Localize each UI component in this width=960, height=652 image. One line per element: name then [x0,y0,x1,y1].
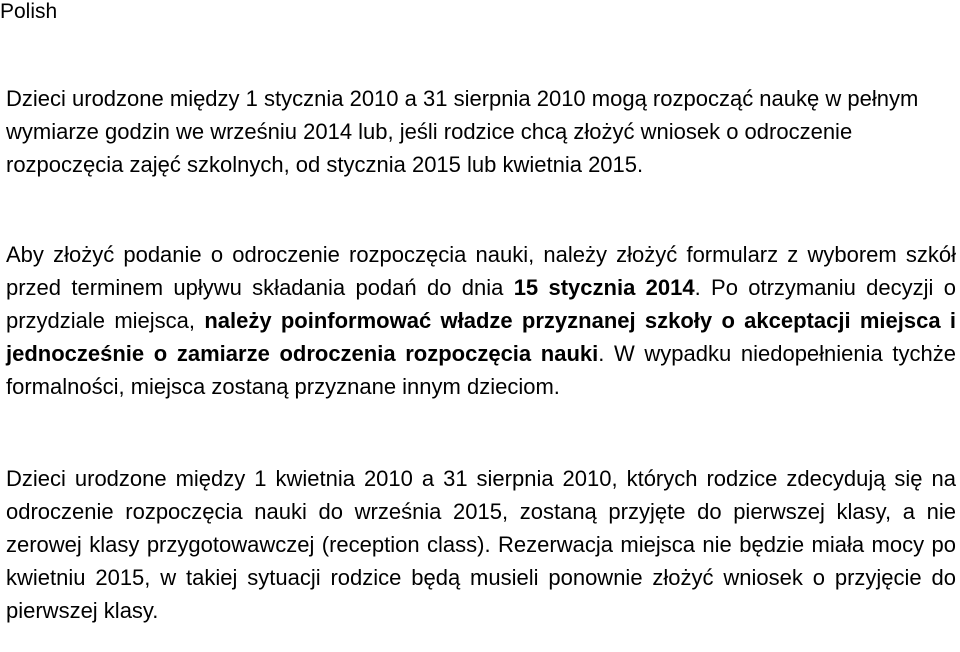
important-instruction: należy poinformować władze przyznanej szkoły o akceptacji miejsca i jednocześnie o zamiarze odroczenia rozpoczęcia nauki [6,308,956,366]
deadline-date: 15 stycznia 2014 [513,275,695,300]
paragraph-text: Aby złożyć podanie o odroczenie rozpoczęcia nauki, należy złożyć formularz z wyborem szkół przed terminem upływu składania podań do dnia [6,242,956,300]
paragraph-text: . Po otrzymaniu decyzji o przydziale miejsca, [6,275,956,333]
paragraph-deferral-first-class: Dzieci urodzone między 1 kwietnia 2010 a 31 sierpnia 2010, których rodzice zdecydują się na odroczenie rozpoczęcia nauki do września 2015, zostaną przyjęte do pierwszej klasy, a nie zerowej klasy przygotowawczej (reception class). Rezerwacja miejsca nie będzie miała mocy po kwietniu 2015, w takiej sytuacji rodzice będą musieli ponownie złożyć wniosek o przyjęcie do pierwszej klasy. [6,466,956,623]
paragraph-text: . W wypadku niedopełnienia tychże formalności, miejsca zostaną przyznane innym dzieciom. [6,341,956,399]
paragraph-deferral-application [6,238,956,403]
language-label: Polish [0,0,58,23]
paragraph-start-2014: Dzieci urodzone między 1 stycznia 2010 a 31 sierpnia 2010 mogą rozpocząć naukę w pełnym wymiarze godzin we wrześniu 2014 lub, jeśli rodzice chcą złożyć wniosek o odroczenie rozpoczęcia zajęć szkolnych, od stycznia 2015 lub kwietnia 2015. [6,86,919,177]
